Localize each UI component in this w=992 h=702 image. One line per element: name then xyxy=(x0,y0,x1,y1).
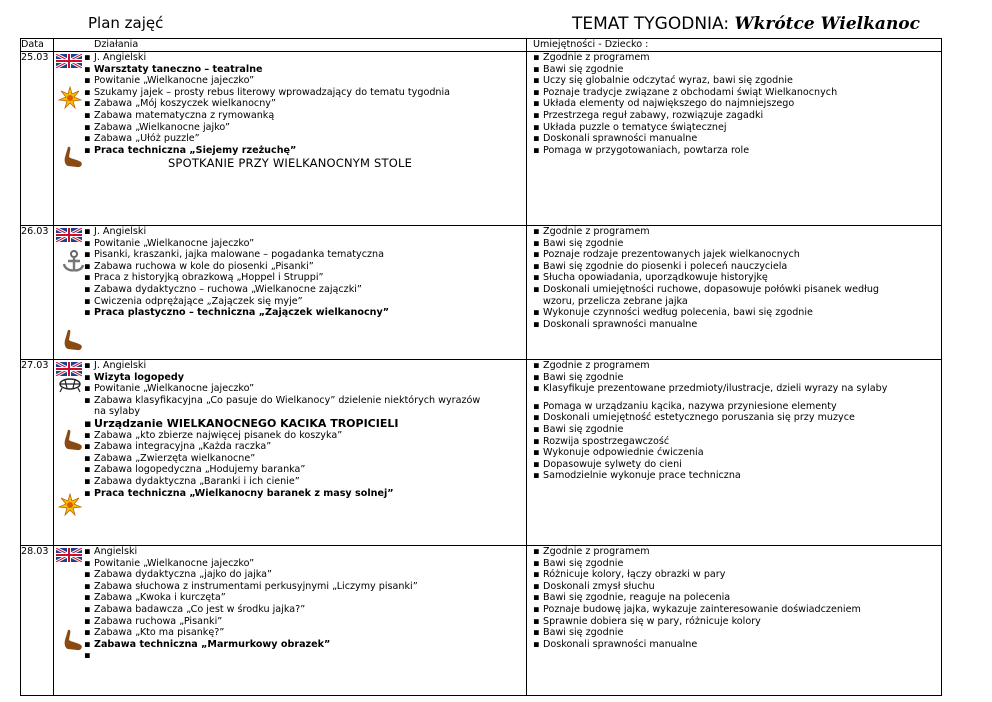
activities-cell xyxy=(54,360,527,546)
list-item: ▪ Zgodnie z programem xyxy=(533,546,650,557)
list-item: ▪ Zabawa dydaktyczna „jajko do jajka” xyxy=(84,569,273,581)
list-item: ▪ J. Angielski xyxy=(84,226,147,237)
table-header-row xyxy=(21,39,942,52)
list-item: ▪ Słucha opowiadania, uporządkowuje historyjkę xyxy=(533,272,768,284)
list-item: ▪ Pomaga w przygotowaniach, powtarza role xyxy=(533,144,750,156)
list-item: ▪ Zabawa integracyjna „Każda raczka” xyxy=(84,441,272,453)
list-item: ▪ Bawi się zgodnie xyxy=(533,627,624,639)
list-item: ▪ Różnicuje kolory, łączy obrazki w pary xyxy=(533,569,726,581)
list-item: ▪ Doskonali sprawności manualne xyxy=(533,133,698,145)
list-item: ▪ xyxy=(84,650,91,662)
list-item: ▪ Rozwija spostrzegawczość xyxy=(533,435,670,447)
list-item: ▪ Wizyta logopedy xyxy=(84,371,184,383)
skills-cell xyxy=(527,360,942,546)
list-item: ▪ J. Angielski xyxy=(84,360,147,371)
list-item: ▪ Zabawa „Mój koszyczek wielkanocny” xyxy=(84,98,276,110)
list-item: ▪ Praca techniczna „Wielkanocny baranek z masy solnej” xyxy=(84,487,394,499)
table-row xyxy=(21,52,942,226)
skills-cell xyxy=(527,226,942,360)
list-item: ▪ Doskonali sprawności manualne xyxy=(533,638,698,650)
list-item: ▪ Bawi się zgodnie xyxy=(533,63,624,75)
row-date: 27.03 xyxy=(21,360,54,546)
list-item: ▪ Klasyfikuje prezentowane przedmioty/ilustracje, dzieli wyrazy na sylaby xyxy=(533,383,888,395)
list-item: ▪ Wykonuje odpowiednie ćwiczenia xyxy=(533,447,704,459)
list-item: ▪ Powitanie „Wielkanocne jajeczko” xyxy=(84,383,255,395)
lesson-plan-table xyxy=(20,38,942,696)
header-skills: Umiejętności - Dziecko : xyxy=(527,39,942,52)
list-item: ▪ Urządzanie WIELKANOCNEGO KACIKA TROPICIELI xyxy=(84,417,399,430)
activities-cell xyxy=(54,226,527,360)
activities-cell xyxy=(54,546,527,696)
list-item: ▪ Poznaje rodzaje prezentowanych jajek wielkanocnych xyxy=(533,249,800,261)
list-item: ▪ Zgodnie z programem xyxy=(533,52,650,63)
list-item: ▪ Praca z historyjką obrazkową „Hoppel i Struppi” xyxy=(84,272,324,284)
event-banner: SPOTKANIE PRZY WIELKANOCNYM STOLE xyxy=(167,156,413,171)
list-item: ▪ Zabawa „Zwierzęta wielkanocne” xyxy=(84,452,256,464)
list-item: ▪ Zabawa ruchowa „Pisanki” xyxy=(84,615,223,627)
list-item: ▪ Powitanie „Wielkanocne jajeczko” xyxy=(84,237,255,249)
list-item: ▪ Sprawnie dobiera się w pary, różnicuje kolory xyxy=(533,615,761,627)
list-item: ▪ Zabawa techniczna „Marmurkowy obrazek” xyxy=(84,638,331,650)
row-date: 26.03 xyxy=(21,226,54,360)
row-date: 25.03 xyxy=(21,52,54,226)
list-item: ▪ Zabawa dydaktyczna „Baranki i ich cienie” xyxy=(84,475,300,487)
list-item: ▪ Zabawa „Wielkanocne jajko” xyxy=(84,121,230,133)
list-item: ▪ Ćwiczenia odprężające „Zajączek się myje” xyxy=(84,295,303,307)
list-item: ▪ Zabawa „Kwoka i kurczęta” xyxy=(84,592,226,604)
list-item: ▪ Zgodnie z programem xyxy=(533,360,650,371)
list-item: ▪ Praca plastyczno – techniczna „Zajączek wielkanocny” xyxy=(84,307,390,319)
list-item: ▪ Doskonali zmysł słuchu xyxy=(533,580,655,592)
list-item: ▪ Poznaje budowę jajka, wykazuje zainteresowanie doświadczeniem xyxy=(533,603,861,615)
week-theme-name: Wkrótce Wielkanoc xyxy=(734,14,920,34)
list-item: ▪ Zabawa „Kto ma pisankę?” xyxy=(84,627,225,639)
list-item: ▪ Samodzielnie wykonuje prace techniczna xyxy=(533,470,741,482)
list-item: ▪ Bawi się zgodnie xyxy=(533,557,624,569)
list-item: ▪ Zabawa dydaktyczno – ruchowa „Wielkanocne zajączki” xyxy=(84,283,362,295)
list-item: ▪ Szukamy jajek – prosty rebus literowy wprowadzający do tematu tygodnia xyxy=(84,86,451,98)
list-item: ▪ Zabawa słuchowa z instrumentami perkusyjnymi „Liczymy pisanki” xyxy=(84,580,418,592)
list-item: ▪ Wykonuje czynności według polecenia, bawi się zgodnie xyxy=(533,307,813,319)
table-row xyxy=(21,360,942,546)
list-item: ▪ Zabawa klasyfikacyjna „Co pasuje do Wielkanocy” dzielenie niektórych wyrazów xyxy=(84,394,481,406)
list-item: ▪ Pomaga w urządzaniu kącika, nazywa przyniesione elementy xyxy=(533,400,837,412)
list-item: wzoru, przelicza zebrane jajka xyxy=(543,295,688,307)
list-item: ▪ Bawi się zgodnie, reaguje na polecenia xyxy=(533,592,731,604)
list-item: ▪ Zabawa logopedyczna „Hodujemy baranka” xyxy=(84,464,306,476)
skills-cell xyxy=(527,546,942,696)
list-item: ▪ Zabawa „Ułóż puzzle” xyxy=(84,133,200,145)
list-item: ▪ Uczy się globalnie odczytać wyraz, bawi się zgodnie xyxy=(533,75,793,87)
list-item: ▪ Bawi się zgodnie do piosenki i poleceń nauczyciela xyxy=(533,260,788,272)
list-item: ▪ Bawi się zgodnie xyxy=(533,237,624,249)
list-item: ▪ Doskonali sprawności manualne xyxy=(533,318,698,330)
list-item: ▪ Układa elementy od największego do najmniejszego xyxy=(533,98,795,110)
list-item: ▪ Zabawa matematyczna z rymowanką xyxy=(84,109,275,121)
list-item: ▪ Poznaje tradycje związane z obchodami świąt Wielkanocnych xyxy=(533,86,838,98)
list-item: ▪ J. Angielski xyxy=(84,52,147,63)
plan-title: Plan zajęć xyxy=(88,14,164,32)
week-theme-prefix: TEMAT TYGODNIA: xyxy=(572,14,730,34)
list-item: ▪ Praca techniczna „Siejemy rzeżuchę” xyxy=(84,144,297,156)
list-item: ▪ Bawi się zgodnie xyxy=(533,423,624,435)
list-item: ▪ Zabawa „kto zbierze najwięcej pisanek do koszyka” xyxy=(84,429,343,441)
table-row xyxy=(21,546,942,696)
hand-icon xyxy=(62,328,84,352)
list-item: ▪ Doskonali umiejętność estetycznego poruszania się przy muzyce xyxy=(533,412,855,424)
list-item: ▪ Zabawa ruchowa w kole do piosenki „Pisanki” xyxy=(84,260,314,272)
header-date: Data xyxy=(21,39,54,52)
row-date: 28.03 xyxy=(21,546,54,696)
list-item: ▪ Powitanie „Wielkanocne jajeczko” xyxy=(84,75,255,87)
list-item: ▪ Układa puzzle o tematyce świątecznej xyxy=(533,121,727,133)
list-item: ▪ Zgodnie z programem xyxy=(533,226,650,237)
list-item: ▪ Pisanki, kraszanki, jajka malowane – pogadanka tematyczna xyxy=(84,249,384,261)
header-activities: Działania xyxy=(54,39,527,52)
skills-cell xyxy=(527,52,942,226)
list-item: ▪ Zabawa badawcza „Co jest w środku jajka?” xyxy=(84,603,306,615)
list-item: ▪ Doskonali umiejętności ruchowe, dopasowuje połówki pisanek według xyxy=(533,283,880,295)
list-item: ▪ Powitanie „Wielkanocne jajeczko” xyxy=(84,557,255,569)
table-row xyxy=(21,226,942,360)
activities-cell xyxy=(54,52,527,226)
list-item: ▪ Angielski xyxy=(84,546,138,557)
list-item: ▪ Przestrzega reguł zabawy, rozwiązuje zagadki xyxy=(533,109,764,121)
list-item: ▪ Bawi się zgodnie xyxy=(533,371,624,383)
list-item: ▪ Dopasowuje sylwety do cieni xyxy=(533,458,682,470)
list-item: ▪ Warsztaty taneczno – teatralne xyxy=(84,63,263,75)
list-item: na sylaby xyxy=(94,406,140,418)
week-theme xyxy=(572,14,920,34)
